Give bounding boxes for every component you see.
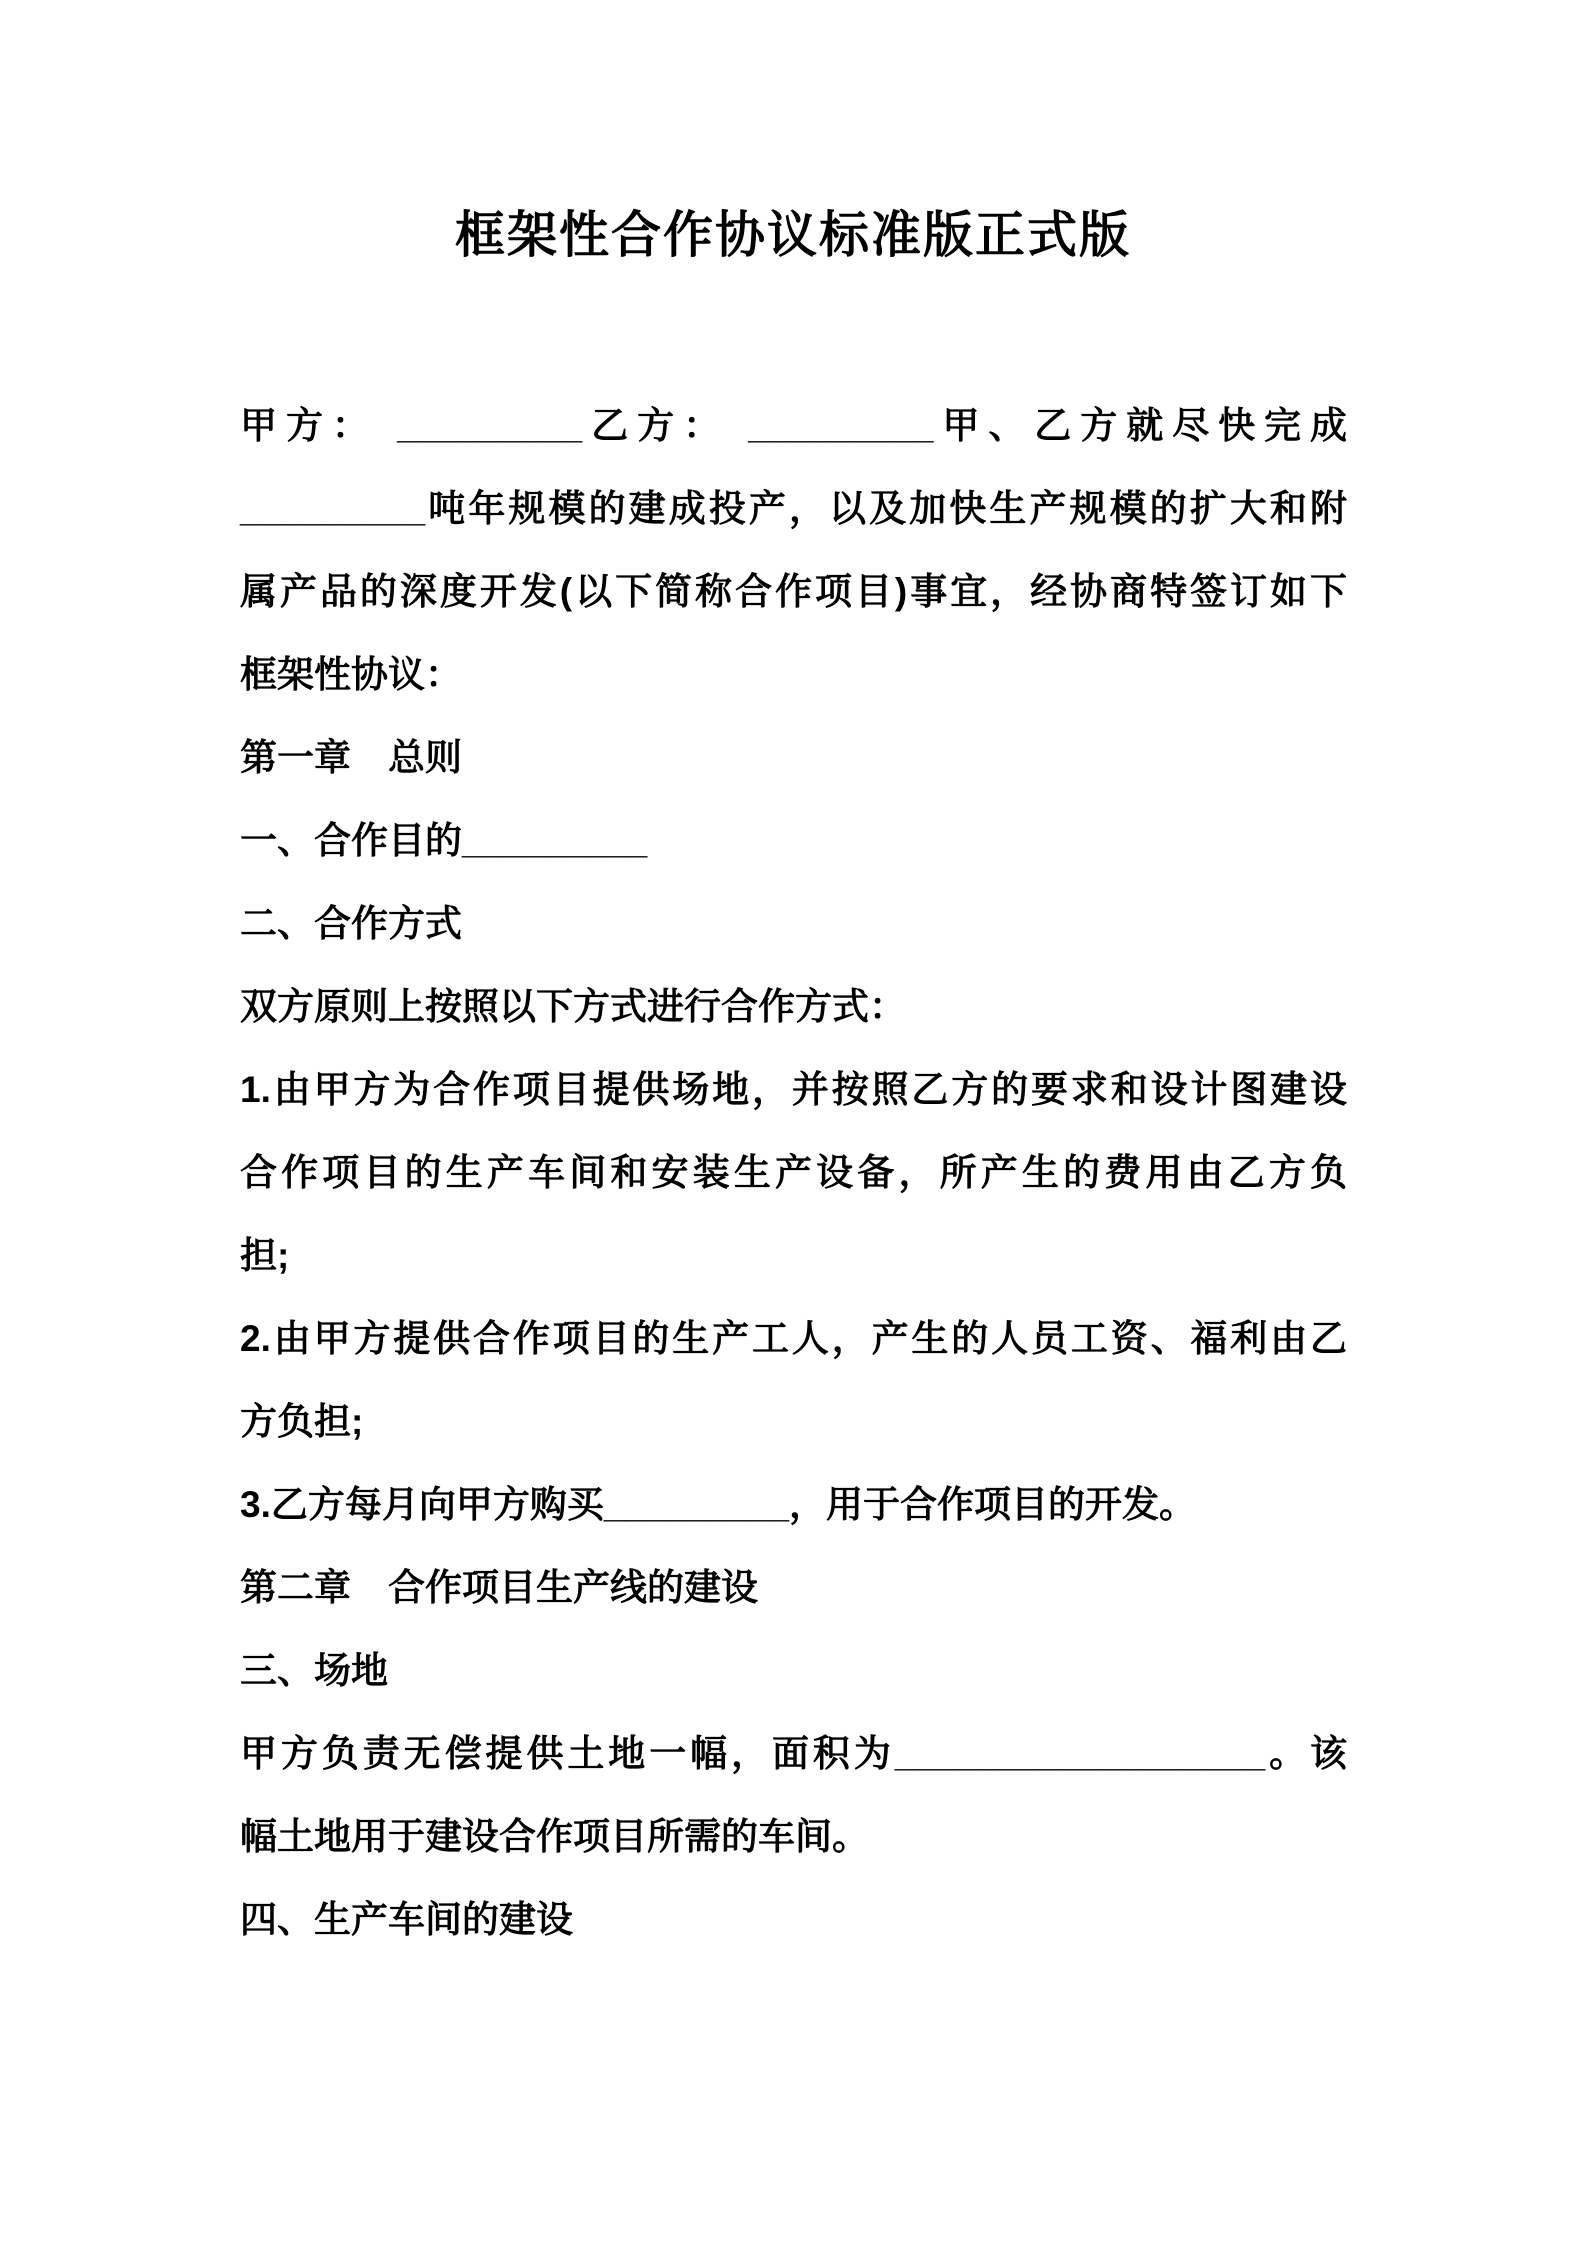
text-line: 合作项目的生产车间和安装生产设备，所产生的费用由乙方负 [240, 1152, 1347, 1193]
text-line: 四、生产车间的建设 [240, 1899, 573, 1940]
text-line: _________吨年规模的建成投产，以及加快生产规模的扩大和附 [240, 488, 1347, 529]
text-line: 甲方负责无偿提供土地一幅，面积为__________________。该 [240, 1733, 1347, 1774]
text-line: 幅土地用于建设合作项目所需的车间。 [240, 1816, 869, 1857]
paragraph-clause-1-purpose [240, 799, 1347, 882]
text-line: 三、场地 [240, 1650, 388, 1691]
text-line: 属产品的深度开发(以下简称合作项目)事宜，经协商特签订如下 [240, 571, 1347, 612]
paragraph-clause-3-site-body [240, 1712, 1347, 1878]
text-line: 2.由甲方提供合作项目的生产工人，产生的人员工资、福利由乙 [240, 1318, 1347, 1359]
text-line: 1.由甲方为合作项目提供场地，并按照乙方的要求和设计图建设 [240, 1069, 1347, 1110]
paragraph-clause-4-workshop-heading [240, 1878, 1347, 1961]
text-line: 方负担; [240, 1401, 364, 1442]
text-line: 第一章 总则 [240, 737, 462, 778]
text-line: 二、合作方式 [240, 903, 462, 944]
paragraph-clause-2-method-heading [240, 882, 1347, 965]
paragraph-preamble [240, 384, 1347, 716]
text-line: 担; [240, 1235, 290, 1276]
text-line: 甲方： _________乙方： _________甲、乙方就尽快完成 [240, 405, 1347, 446]
paragraph-clause-2-intro [240, 965, 1347, 1048]
text-line: 3.乙方每月向甲方购买_________，用于合作项目的开发。 [240, 1484, 1197, 1525]
text-line: 双方原则上按照以下方式进行合作方式： [240, 986, 906, 1027]
text-line: 第二章 合作项目生产线的建设 [240, 1567, 758, 1608]
document-body [240, 384, 1347, 1961]
paragraph-chapter-2-heading [240, 1546, 1347, 1629]
paragraph-chapter-1-heading [240, 716, 1347, 799]
paragraph-method-item-1 [240, 1048, 1347, 1297]
document-title: 框架性合作协议标准版正式版 [455, 207, 1131, 263]
paragraph-clause-3-site-heading [240, 1629, 1347, 1712]
text-line: 框架性协议： [240, 654, 462, 695]
paragraph-method-item-2 [240, 1297, 1347, 1463]
paragraph-method-item-3 [240, 1463, 1347, 1546]
text-line: 一、合作目的_________ [240, 820, 648, 861]
